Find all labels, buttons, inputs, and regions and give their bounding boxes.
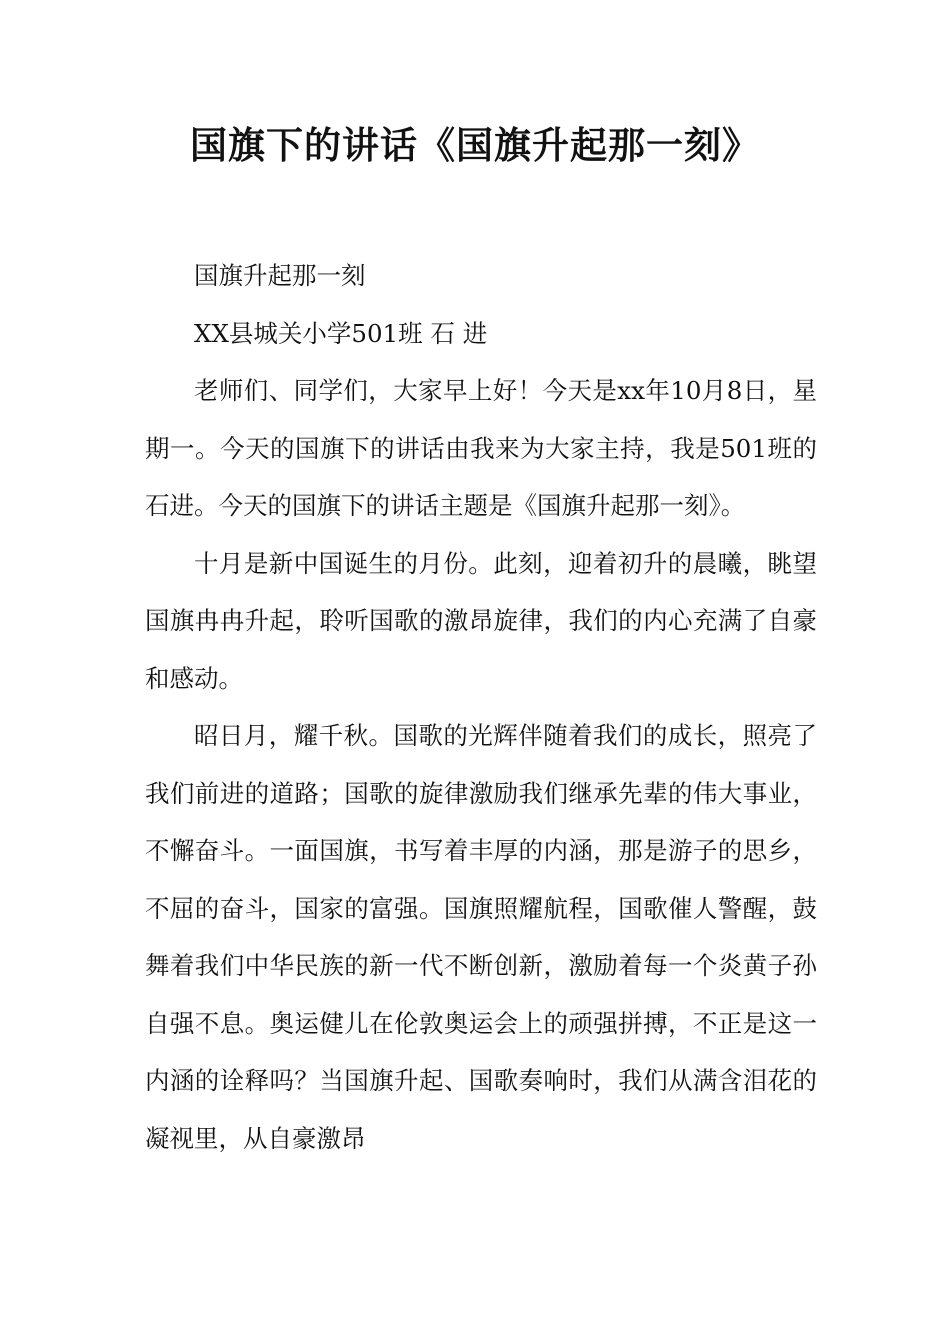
author-line: XX县城关小学501班 石 进: [194, 318, 488, 348]
document-title: 国旗下的讲话《国旗升起那一刻》: [190, 123, 760, 167]
subtitle-paragraph: 国旗升起那一刻: [194, 261, 366, 290]
body-paragraph: 十月是新中国诞生的月份。此刻，迎着初升的晨曦，眺望国旗冉冉升起，聆听国歌的激昂旋律，我们的内心充满了自豪和感动。: [145, 548, 817, 693]
body-paragraph: 老师们、同学们，大家早上好！今天是xx年10月8日，星期一。今天的国旗下的讲话由我来为大家主持，我是501班的石进。今天的国旗下的讲话主题是《国旗升起那一刻》。: [145, 376, 817, 520]
document-body: [145, 247, 817, 1167]
body-paragraph: 昭日月，耀千秋。国歌的光辉伴随着我们的成长，照亮了我们前进的道路；国歌的旋律激励我们继承先辈的伟大事业，不懈奋斗。一面国旗，书写着丰厚的内涵，那是游子的思乡，不屈的奋斗，国家的富强。国旗照耀航程，国歌催人警醒，鼓舞着我们中华民族的新一代不断创新，激励着每一个炎黄子孙自强不息。奥运健儿在伦敦奥运会上的顽强拼搏，不正是这一内涵的诠释吗？当国旗升起、国歌奏响时，我们从满含泪花的凝视里，从自豪激昂: [145, 721, 817, 1153]
